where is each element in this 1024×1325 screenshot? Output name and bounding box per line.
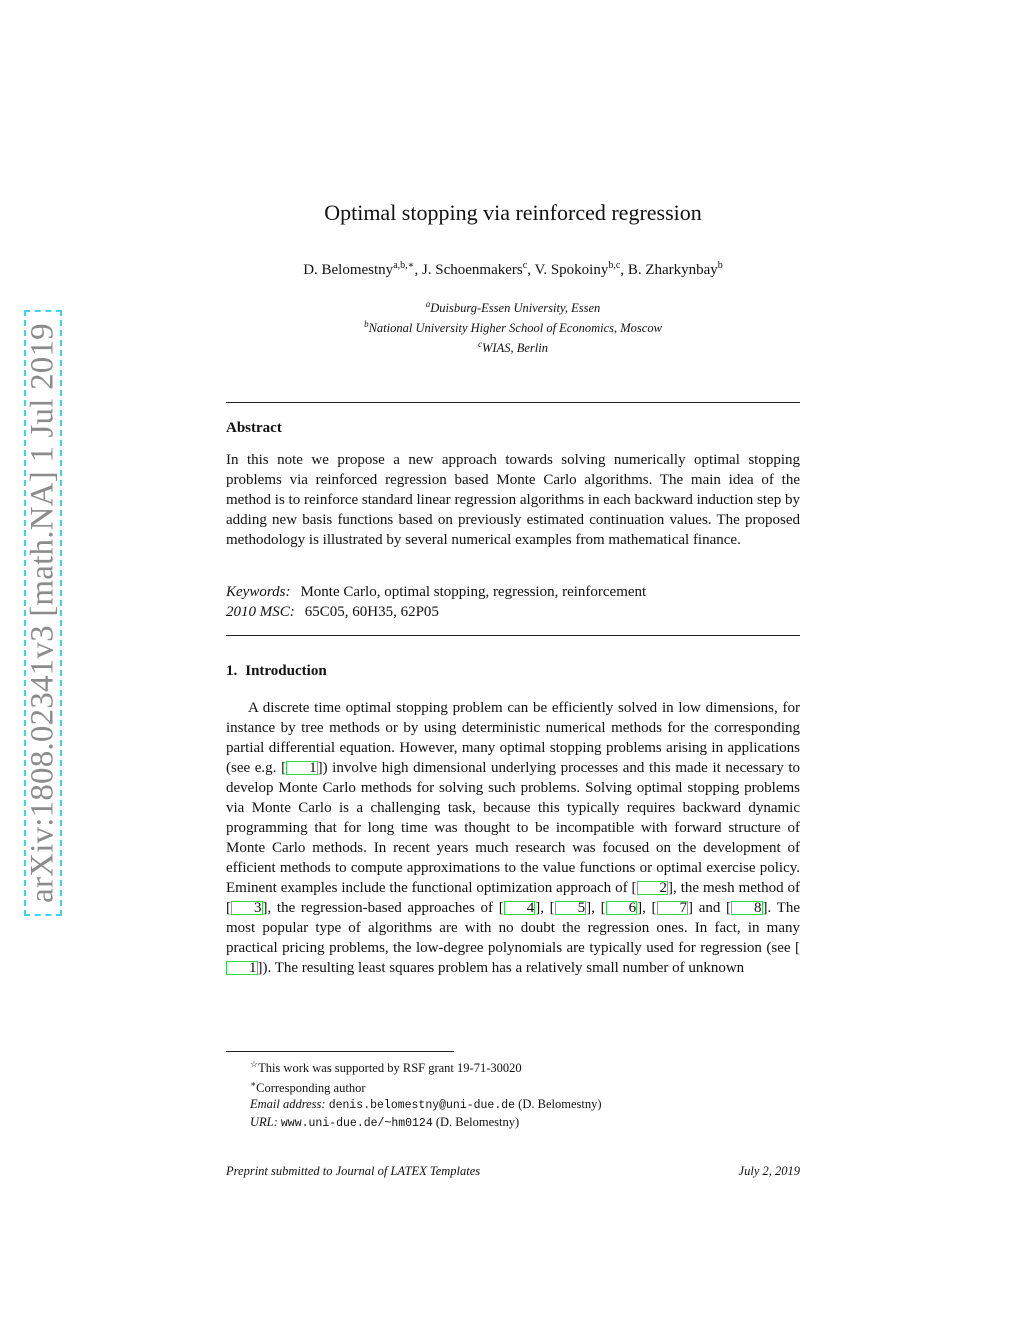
msc-label: 2010 MSC: [226, 604, 295, 620]
text-run: , [540, 900, 550, 916]
author-affiliation-mark: b,c [608, 260, 621, 271]
citation-link[interactable]: 2 [637, 881, 669, 895]
citation-link[interactable]: 3 [231, 901, 263, 915]
footnote-mark: ☆ [250, 1059, 259, 1069]
section-title: Introduction [245, 663, 327, 679]
author-list: D. Belomestny$^{a,b,∗}$, J. Schoenmakers$^c$, V. Spokoiny$^{b,c}$, B. Zharkynbay$^b$ [303, 260, 723, 278]
keywords-line [226, 582, 800, 602]
footnote-mark: ∗ [250, 1079, 257, 1090]
url-link[interactable]: www.uni-due.de/~hm0124 [280, 1117, 433, 1131]
keywords-label: Keywords: [226, 584, 291, 600]
paper-title: Optimal stopping via reinforced regression [324, 200, 702, 225]
section-number: 1. [226, 663, 238, 679]
footnotes [226, 1056, 800, 1132]
text-run: ). The resulting least squares problem has a relatively small number of unknown [262, 960, 745, 976]
citation-link[interactable]: 1 [286, 761, 318, 775]
url-label: URL: [250, 1115, 278, 1130]
text-run: , the regression-based approaches of [267, 900, 499, 916]
introduction-paragraph: A discrete time optimal stopping problem can be efficiently solved in low dimensions, for instance by tree methods or by using deterministic numerical methods for the corresponding partial differential equation. However, many optimal stopping problems arising in applications (see e.g. [ 1]) involve high dimensional underlying processes and this made it necessary to develop Monte Carlo methods for solving such problems. Solving optimal stopping problems via Monte Carlo is a challenging task, because this typically requires backward dynamic programming that for long time was thought to be incompatible with forward structure of Monte Carlo methods. In recent years much research was focused on the development of efficient methods to compute approximations to the value functions or optimal exercise policy. Eminent examples include the functional optimization approach of [ 2], the mesh method of [ 3], the regression-based approaches of [ 4], [ 5], [ 6], [ 7] and [ 8]. The most popular type of algorithms are with no doubt the regression ones. In fact, in many practical pricing problems, the low-degree polynomials are typically used for regression (see [1]). The resulting least squares problem has a relatively small number of unknown [226, 700, 801, 976]
affiliation-mark: b [364, 319, 369, 330]
author-affiliation-mark: b [717, 260, 723, 271]
affiliation-mark: c [478, 339, 483, 350]
abstract-top-rule [226, 402, 800, 403]
text-run: , [642, 900, 652, 916]
footnote-funding [226, 1056, 800, 1076]
author-name: J. Schoenmakers [421, 262, 523, 278]
footnote-email [226, 1096, 800, 1114]
author-affiliation-mark: a,b,∗ [393, 260, 415, 271]
email-owner: (D. Belomestny) [518, 1097, 602, 1112]
msc-line [226, 602, 800, 622]
text-run: , the mesh method of [673, 880, 800, 896]
footer-preprint-note: Preprint submitted to Journal of LATEX Templates [226, 1164, 481, 1178]
author-name: V. Spokoiny [534, 262, 609, 278]
citation-link[interactable]: 8 [731, 901, 763, 915]
arxiv-stamp-text: arXiv:1808.02341v3 [math.NA] 1 Jul 2019 [24, 323, 61, 903]
footer-date: July 2, 2019 [738, 1164, 800, 1178]
footnote-text: Corresponding author [256, 1081, 366, 1096]
abstract-bottom-rule [226, 635, 800, 636]
text-run: and [693, 900, 727, 916]
footnote-text: This work was supported by RSF grant 19-71-30020 [258, 1061, 522, 1076]
footnote-corresponding [226, 1076, 800, 1096]
url-owner: (D. Belomestny) [435, 1115, 520, 1130]
citation-link[interactable]: 4 [504, 901, 536, 915]
abstract-heading: Abstract [226, 420, 282, 436]
footnote-url [226, 1114, 800, 1132]
affiliation [226, 316, 800, 336]
email-label: Email address: [250, 1097, 326, 1112]
email-link[interactable]: denis.belomestny@uni-due.de [328, 1099, 516, 1113]
affiliation-text: Duisburg-Essen University, Essen [430, 301, 601, 316]
footnote-rule [226, 1051, 454, 1052]
page-footer [226, 1164, 800, 1179]
affiliation-list [226, 296, 800, 356]
citation-link[interactable]: 7 [657, 901, 689, 915]
affiliation [226, 336, 800, 356]
keywords-value: Monte Carlo, optimal stopping, regression, reinforcement [300, 584, 647, 600]
citation-link[interactable]: 5 [555, 901, 587, 915]
text-run: ) involve high dimensional underlying processes and this made it necessary to develop Monte Carlo methods for solving such problems. Solving optimal stopping problems via Monte Carlo is a challenging task, because this typically requires backward dynamic programming that for long time was thought to be incompatible with forward structure of Monte Carlo methods. In recent years much research was focused on the development of efficient methods to compute approximations to the value functions or optimal exercise policy. Eminent examples include the functional optimization approach of [226, 760, 800, 896]
citation-link[interactable]: 6 [606, 901, 638, 915]
text-run: . The most popular type of algorithms are with no doubt the regression ones. In fact, in many practical pricing problems, the low-degree polynomials are typically used for regression (see [226, 900, 801, 956]
text-run: A discrete time optimal stopping problem can be efficiently solved in low dimensions, for instance by tree methods or by using deterministic numerical methods for the corresponding partial differential equation. However, many optimal stopping problems arising in applications (see e.g. [226, 700, 800, 776]
affiliation-text: National University Higher School of Economics, Moscow [368, 321, 662, 336]
affiliation-text: WIAS, Berlin [482, 341, 548, 356]
section-heading-introduction [226, 663, 327, 680]
affiliation [226, 296, 800, 316]
text-run: , [591, 900, 601, 916]
author-name: D. Belomestny [303, 262, 394, 278]
keywords-block [226, 582, 800, 622]
affiliation-mark: a [425, 299, 431, 309]
arxiv-stamp [24, 310, 62, 916]
author-affiliation-mark: c [522, 260, 528, 271]
author-name: B. Zharkynbay [627, 262, 718, 278]
citation-link[interactable]: 1 [226, 961, 258, 975]
abstract-body: In this note we propose a new approach towards solving numerically optimal stopping problems via reinforced regression based Monte Carlo algorithms. The main idea of the method is to reinforce standard linear regression algorithms in each backward induction step by adding new basis functions based on previously estimated continuation values. The proposed methodology is illustrated by several numerical examples from mathematical finance. [226, 452, 800, 548]
msc-value: 65C05, 60H35, 62P05 [304, 604, 439, 620]
